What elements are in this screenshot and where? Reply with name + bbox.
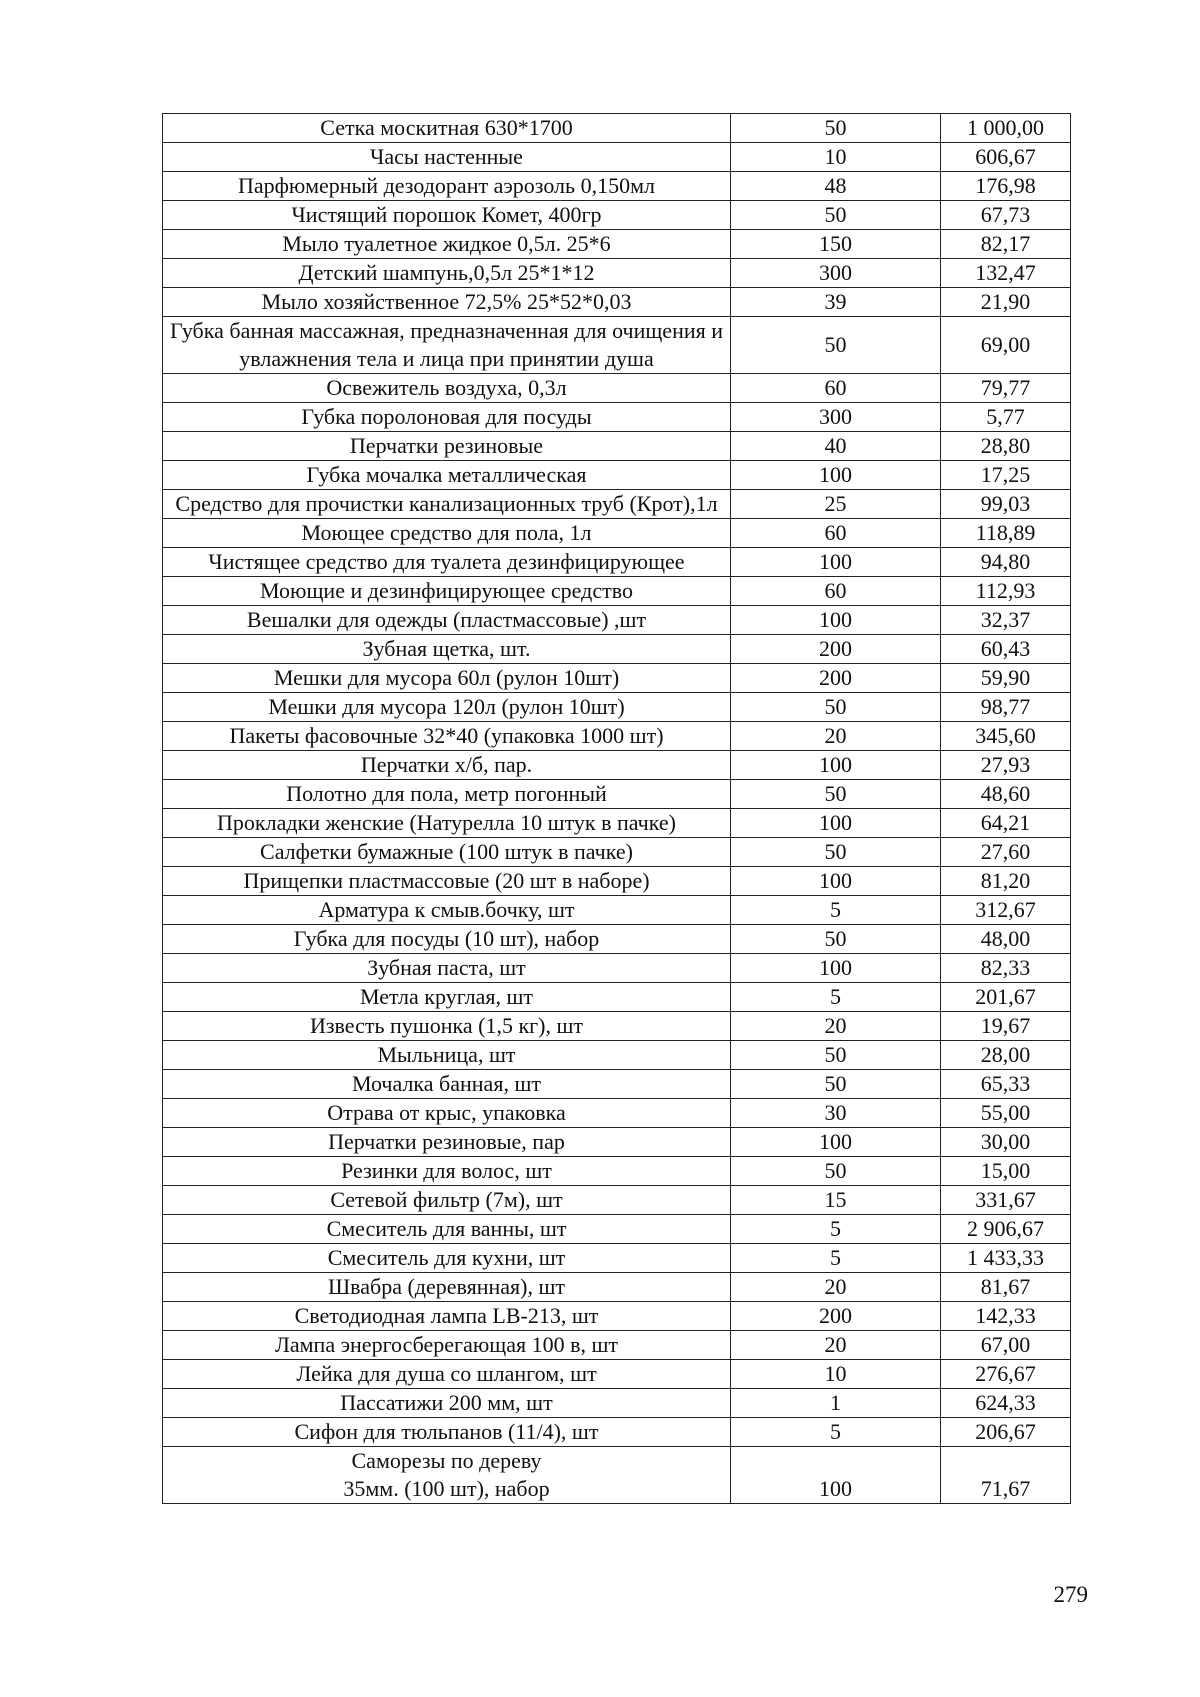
table-row <box>163 114 1071 143</box>
item-qty-cell: 20 <box>731 1273 941 1302</box>
table-row <box>163 1186 1071 1215</box>
table-row <box>163 519 1071 548</box>
table-row <box>163 896 1071 925</box>
item-name-cell: Пассатижи 200 мм, шт <box>163 1389 731 1418</box>
table-row <box>163 374 1071 403</box>
item-name-cell: Парфюмерный дезодорант аэрозоль 0,150мл <box>163 172 731 201</box>
item-price-cell: 2 906,67 <box>941 1215 1071 1244</box>
item-name-cell: Мыло туалетное жидкое 0,5л. 25*6 <box>163 230 731 259</box>
item-name-cell: Освежитель воздуха, 0,3л <box>163 374 731 403</box>
item-qty-cell: 20 <box>731 1331 941 1360</box>
item-name-cell: Губка для посуды (10 шт), набор <box>163 925 731 954</box>
table-row <box>163 1302 1071 1331</box>
item-price-cell: 21,90 <box>941 288 1071 317</box>
item-qty-cell: 50 <box>731 201 941 230</box>
item-qty-cell: 100 <box>731 867 941 896</box>
item-price-cell: 32,37 <box>941 606 1071 635</box>
item-qty-cell: 150 <box>731 230 941 259</box>
item-price-cell: 27,93 <box>941 751 1071 780</box>
table-row <box>163 838 1071 867</box>
table-row <box>163 780 1071 809</box>
item-price-cell: 606,67 <box>941 143 1071 172</box>
item-price-cell: 81,67 <box>941 1273 1071 1302</box>
table-row <box>163 1215 1071 1244</box>
item-qty-cell: 60 <box>731 519 941 548</box>
item-price-cell: 28,80 <box>941 432 1071 461</box>
item-price-cell: 94,80 <box>941 548 1071 577</box>
table-row <box>163 606 1071 635</box>
item-price-cell: 176,98 <box>941 172 1071 201</box>
item-qty-cell: 50 <box>731 114 941 143</box>
item-qty-cell: 50 <box>731 838 941 867</box>
item-name-cell: Перчатки резиновые <box>163 432 731 461</box>
item-price-cell: 331,67 <box>941 1186 1071 1215</box>
item-name-cell: Чистящий порошок Комет, 400гр <box>163 201 731 230</box>
item-qty-cell: 5 <box>731 1418 941 1447</box>
table-row <box>163 693 1071 722</box>
item-qty-cell: 50 <box>731 780 941 809</box>
item-qty-cell: 60 <box>731 577 941 606</box>
item-qty-cell: 30 <box>731 1099 941 1128</box>
table-row <box>163 1331 1071 1360</box>
item-name-cell: Мешки для мусора 60л (рулон 10шт) <box>163 664 731 693</box>
table-row <box>163 983 1071 1012</box>
item-name-cell: Губка мочалка металлическая <box>163 461 731 490</box>
item-name-cell: Прищепки пластмассовые (20 шт в наборе) <box>163 867 731 896</box>
table-row <box>163 1273 1071 1302</box>
item-price-cell: 30,00 <box>941 1128 1071 1157</box>
item-price-cell: 99,03 <box>941 490 1071 519</box>
table-row <box>163 1418 1071 1447</box>
item-qty-cell: 100 <box>731 954 941 983</box>
item-name-cell: Губка банная массажная, предназначенная для очищения и увлажнения тела и лица при принятии душа <box>163 317 731 374</box>
table-row <box>163 1389 1071 1418</box>
item-price-cell: 112,93 <box>941 577 1071 606</box>
table-row <box>163 577 1071 606</box>
table-row <box>163 490 1071 519</box>
item-price-cell: 201,67 <box>941 983 1071 1012</box>
item-price-cell: 1 000,00 <box>941 114 1071 143</box>
item-price-cell: 5,77 <box>941 403 1071 432</box>
table-row <box>163 925 1071 954</box>
item-price-cell: 79,77 <box>941 374 1071 403</box>
item-price-cell: 345,60 <box>941 722 1071 751</box>
table-row <box>163 1157 1071 1186</box>
table-row <box>163 1012 1071 1041</box>
item-name-cell: Сифон для тюльпанов (11/4), шт <box>163 1418 731 1447</box>
item-qty-cell: 100 <box>731 461 941 490</box>
item-qty-cell: 100 <box>731 1447 941 1504</box>
table-row <box>163 1099 1071 1128</box>
item-name-cell: Пакеты фасовочные 32*40 (упаковка 1000 шт) <box>163 722 731 751</box>
item-qty-cell: 5 <box>731 1244 941 1273</box>
item-price-cell: 82,33 <box>941 954 1071 983</box>
item-price-cell: 55,00 <box>941 1099 1071 1128</box>
table-row <box>163 751 1071 780</box>
table-row <box>163 722 1071 751</box>
item-qty-cell: 20 <box>731 722 941 751</box>
table-row-last <box>163 1447 1071 1504</box>
table-row <box>163 1128 1071 1157</box>
item-price-cell: 59,90 <box>941 664 1071 693</box>
item-price-cell: 82,17 <box>941 230 1071 259</box>
item-name-cell: Швабра (деревянная), шт <box>163 1273 731 1302</box>
item-name-cell: Моющие и дезинфицирующее средство <box>163 577 731 606</box>
item-name-cell: Детский шампунь,0,5л 25*1*12 <box>163 259 731 288</box>
table-row <box>163 403 1071 432</box>
table-row <box>163 1070 1071 1099</box>
item-qty-cell: 5 <box>731 896 941 925</box>
item-qty-cell: 200 <box>731 635 941 664</box>
item-price-cell: 67,73 <box>941 201 1071 230</box>
table-row <box>163 432 1071 461</box>
item-price-cell: 64,21 <box>941 809 1071 838</box>
item-name-cell: Зубная паста, шт <box>163 954 731 983</box>
item-qty-cell: 300 <box>731 403 941 432</box>
item-qty-cell: 50 <box>731 925 941 954</box>
item-name-cell: Прокладки женские (Натурелла 10 штук в пачке) <box>163 809 731 838</box>
item-qty-cell: 60 <box>731 374 941 403</box>
table-row <box>163 664 1071 693</box>
table-row <box>163 1244 1071 1273</box>
item-price-cell: 98,77 <box>941 693 1071 722</box>
table-row <box>163 143 1071 172</box>
table-row <box>163 867 1071 896</box>
item-qty-cell: 50 <box>731 1157 941 1186</box>
item-qty-cell: 100 <box>731 1128 941 1157</box>
table-row <box>163 288 1071 317</box>
item-qty-cell: 100 <box>731 548 941 577</box>
table-row <box>163 635 1071 664</box>
item-name-cell: Салфетки бумажные (100 штук в пачке) <box>163 838 731 867</box>
goods-table <box>162 113 1071 1504</box>
item-qty-cell: 39 <box>731 288 941 317</box>
item-name-cell: Полотно для пола, метр погонный <box>163 780 731 809</box>
item-name-cell: Сетевой фильтр (7м), шт <box>163 1186 731 1215</box>
table-row <box>163 259 1071 288</box>
item-price-cell: 69,00 <box>941 317 1071 374</box>
item-price-cell: 65,33 <box>941 1070 1071 1099</box>
item-name-cell: Лейка для душа со шлангом, шт <box>163 1360 731 1389</box>
item-qty-cell: 15 <box>731 1186 941 1215</box>
item-price-cell: 1 433,33 <box>941 1244 1071 1273</box>
item-price-cell: 60,43 <box>941 635 1071 664</box>
table-row <box>163 809 1071 838</box>
table-row <box>163 548 1071 577</box>
item-name-cell: Известь пушонка (1,5 кг), шт <box>163 1012 731 1041</box>
item-name-cell: Часы настенные <box>163 143 731 172</box>
item-price-cell: 132,47 <box>941 259 1071 288</box>
item-name-cell: Моющее средство для пола, 1л <box>163 519 731 548</box>
item-qty-cell: 100 <box>731 606 941 635</box>
item-name-cell <box>163 1447 731 1504</box>
item-price-cell: 15,00 <box>941 1157 1071 1186</box>
item-name-cell: Перчатки резиновые, пар <box>163 1128 731 1157</box>
item-price-cell: 206,67 <box>941 1418 1071 1447</box>
item-price-cell: 48,00 <box>941 925 1071 954</box>
item-price-cell: 48,60 <box>941 780 1071 809</box>
item-price-cell: 27,60 <box>941 838 1071 867</box>
table-row <box>163 1041 1071 1070</box>
table-row <box>163 461 1071 490</box>
item-qty-cell: 200 <box>731 664 941 693</box>
table-row <box>163 317 1071 374</box>
page-number: 279 <box>1053 1582 1088 1607</box>
item-name-cell: Чистящее средство для туалета дезинфицирующее <box>163 548 731 577</box>
item-price-cell: 17,25 <box>941 461 1071 490</box>
item-name-cell: Мешки для мусора 120л (рулон 10шт) <box>163 693 731 722</box>
item-price-cell: 67,00 <box>941 1331 1071 1360</box>
table-row <box>163 1360 1071 1389</box>
item-qty-cell: 200 <box>731 1302 941 1331</box>
item-name-cell: Арматура к смыв.бочку, шт <box>163 896 731 925</box>
item-name-cell: Сетка москитная 630*1700 <box>163 114 731 143</box>
goods-table-body <box>163 114 1071 1504</box>
item-name-cell: Резинки для волос, шт <box>163 1157 731 1186</box>
item-qty-cell: 10 <box>731 143 941 172</box>
item-qty-cell: 1 <box>731 1389 941 1418</box>
item-qty-cell: 100 <box>731 809 941 838</box>
item-qty-cell: 100 <box>731 751 941 780</box>
item-price-cell: 71,67 <box>941 1447 1071 1504</box>
table-row <box>163 201 1071 230</box>
item-price-cell: 312,67 <box>941 896 1071 925</box>
item-name-cell: Зубная щетка, шт. <box>163 635 731 664</box>
item-name-cell: Светодиодная лампа LB-213, шт <box>163 1302 731 1331</box>
item-name-cell: Мыльница, шт <box>163 1041 731 1070</box>
item-qty-cell: 5 <box>731 1215 941 1244</box>
item-name-line-1: Саморезы по дереву <box>351 1448 542 1473</box>
item-name-cell: Смеситель для ванны, шт <box>163 1215 731 1244</box>
item-price-cell: 28,00 <box>941 1041 1071 1070</box>
table-row <box>163 230 1071 259</box>
item-name-cell: Смеситель для кухни, шт <box>163 1244 731 1273</box>
item-name-cell: Мыло хозяйственное 72,5% 25*52*0,03 <box>163 288 731 317</box>
item-price-cell: 276,67 <box>941 1360 1071 1389</box>
item-qty-cell: 50 <box>731 693 941 722</box>
item-qty-cell: 50 <box>731 317 941 374</box>
item-price-cell: 81,20 <box>941 867 1071 896</box>
item-name-cell: Мочалка банная, шт <box>163 1070 731 1099</box>
item-qty-cell: 10 <box>731 1360 941 1389</box>
item-name-cell: Средство для прочистки канализационных труб (Крот),1л <box>163 490 731 519</box>
item-name-cell: Лампа энергосберегающая 100 в, шт <box>163 1331 731 1360</box>
item-price-cell: 118,89 <box>941 519 1071 548</box>
item-name-cell: Метла круглая, шт <box>163 983 731 1012</box>
item-qty-cell: 50 <box>731 1041 941 1070</box>
item-name-cell: Перчатки х/б, пар. <box>163 751 731 780</box>
item-name-cell: Отрава от крыс, упаковка <box>163 1099 731 1128</box>
item-name-line-2: 35мм. (100 шт), набор <box>343 1476 550 1501</box>
item-qty-cell: 50 <box>731 1070 941 1099</box>
item-name-cell: Губка поролоновая для посуды <box>163 403 731 432</box>
item-qty-cell: 40 <box>731 432 941 461</box>
item-qty-cell: 48 <box>731 172 941 201</box>
item-price-cell: 142,33 <box>941 1302 1071 1331</box>
item-qty-cell: 300 <box>731 259 941 288</box>
item-name-cell: Вешалки для одежды (пластмассовые) ,шт <box>163 606 731 635</box>
item-price-cell: 19,67 <box>941 1012 1071 1041</box>
item-price-cell: 624,33 <box>941 1389 1071 1418</box>
table-row <box>163 172 1071 201</box>
table-row <box>163 954 1071 983</box>
item-qty-cell: 20 <box>731 1012 941 1041</box>
item-qty-cell: 5 <box>731 983 941 1012</box>
item-qty-cell: 25 <box>731 490 941 519</box>
